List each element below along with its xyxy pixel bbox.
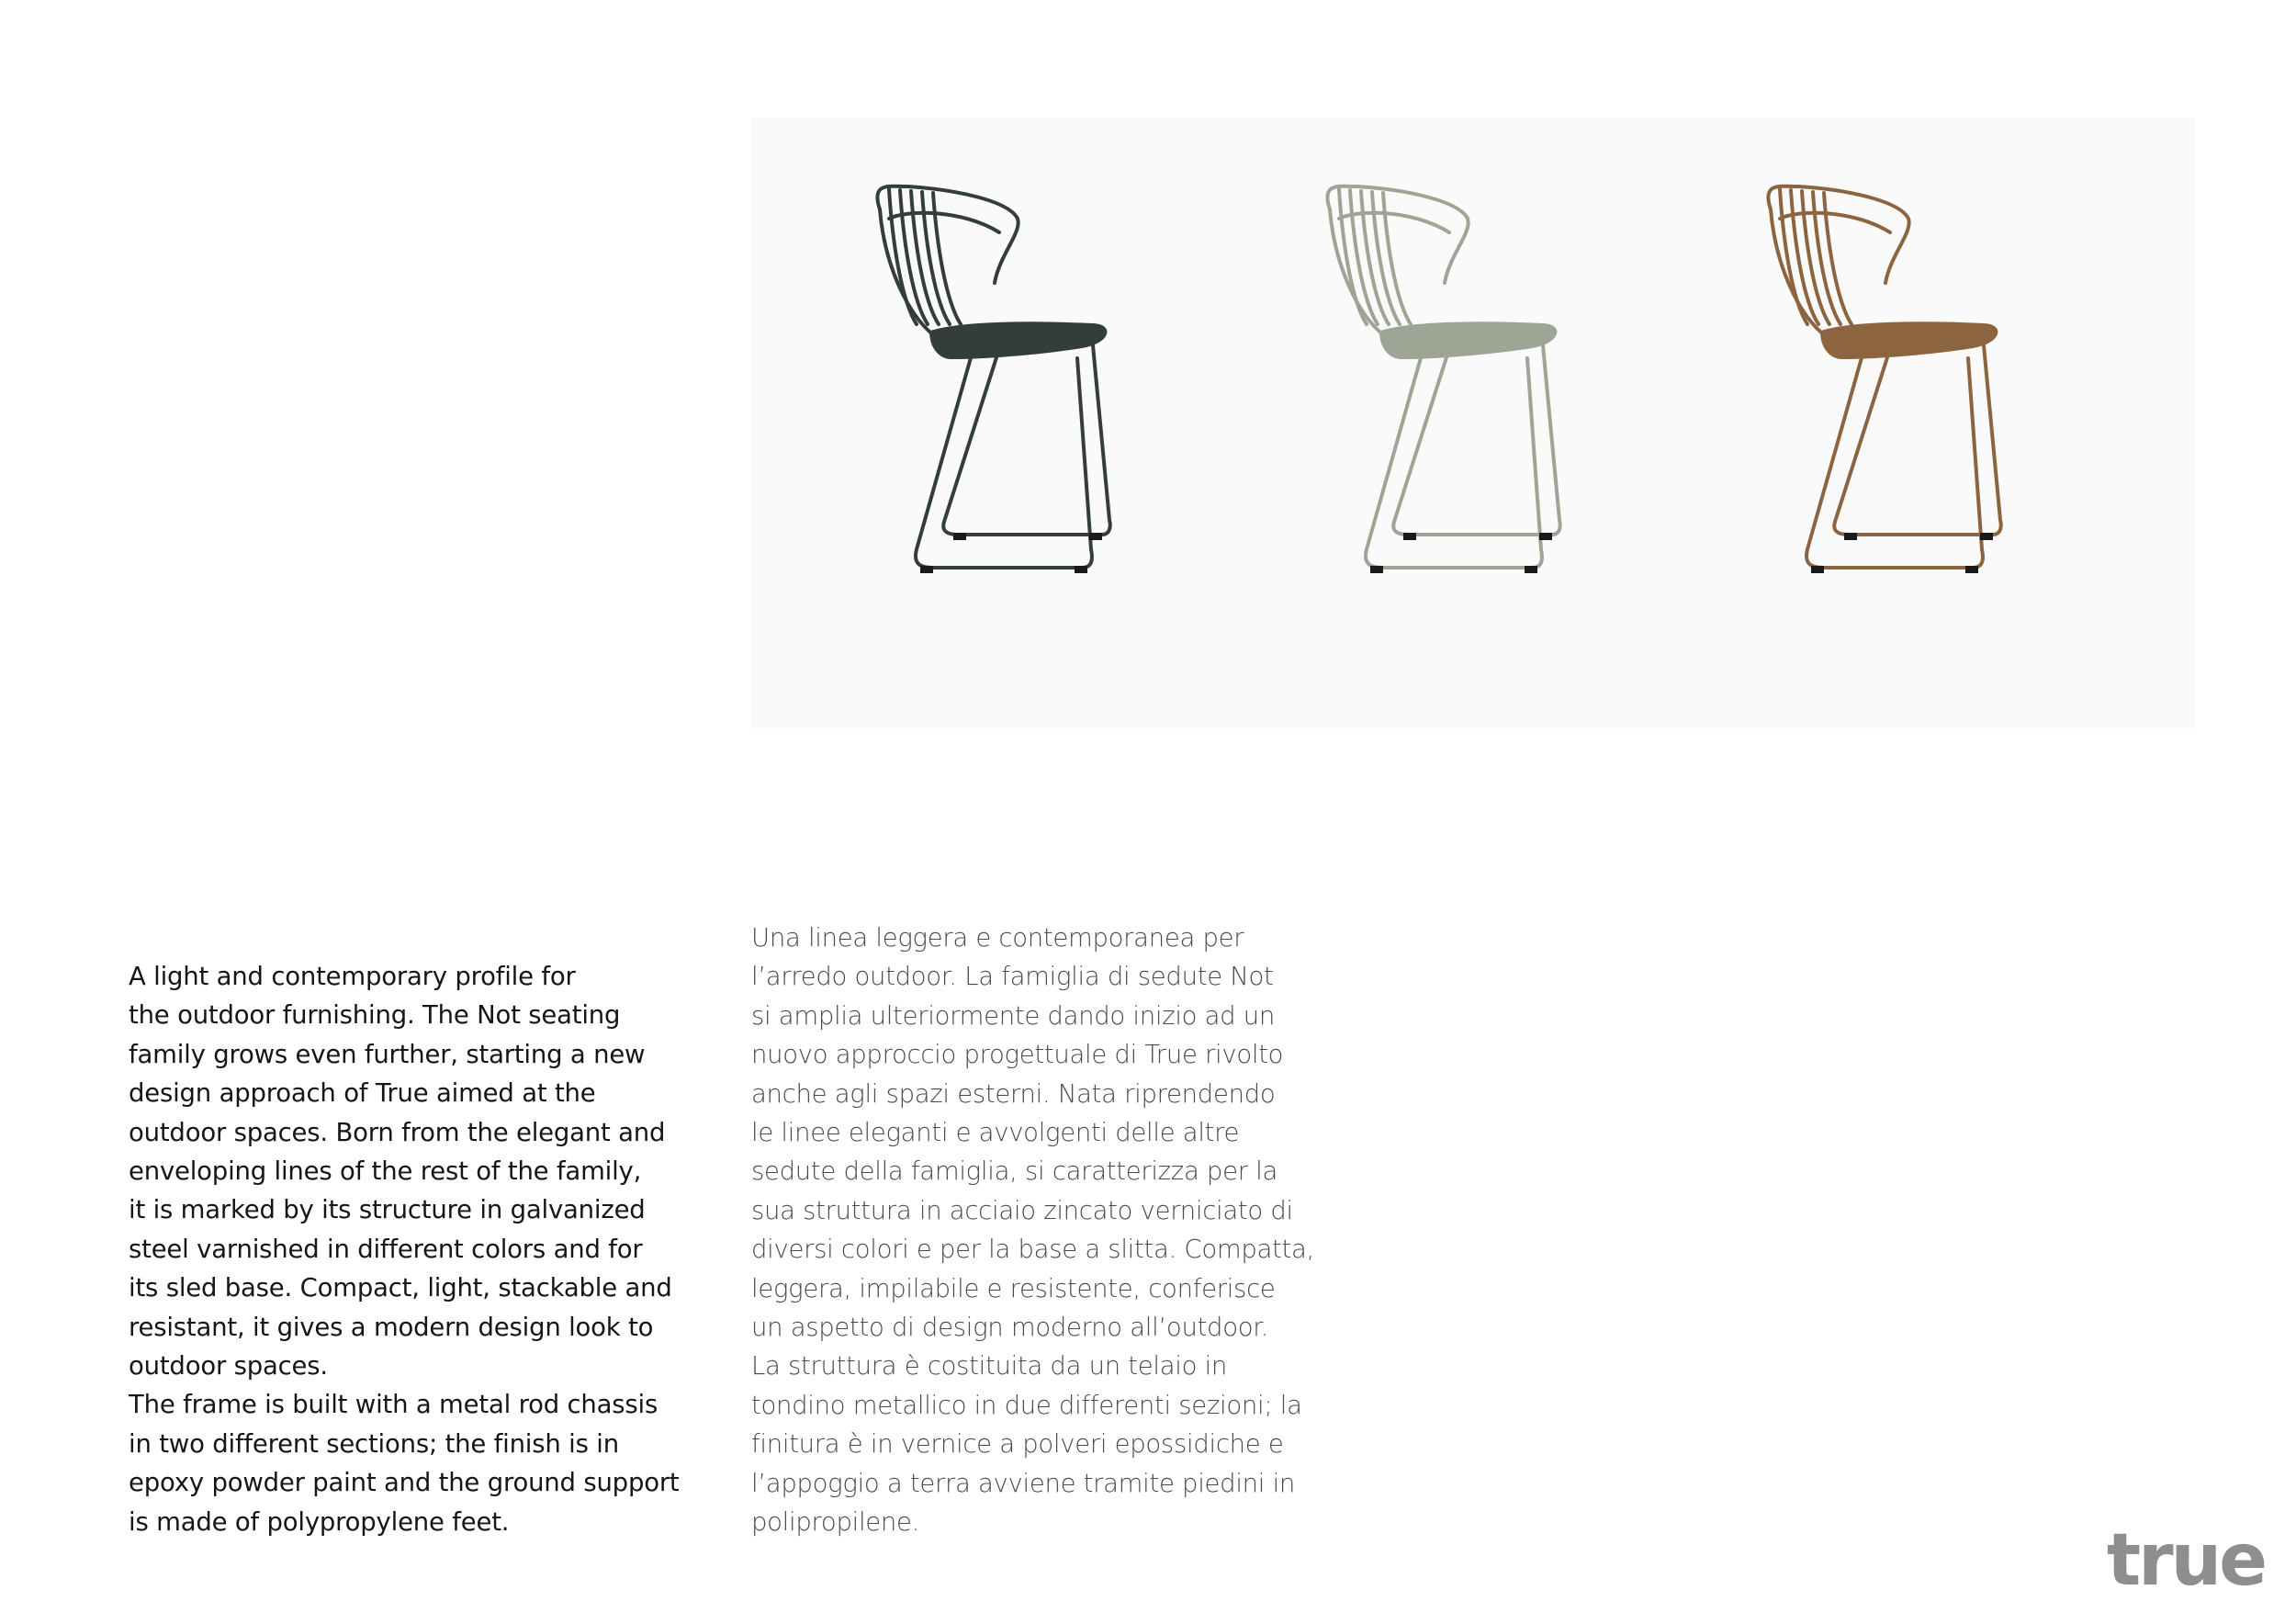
text-line: un aspetto di design moderno all’outdoor. — [751, 1313, 1269, 1343]
text-line: enveloping lines of the rest of the family, — [129, 1156, 642, 1187]
brand-logo: true — [2106, 1519, 2265, 1602]
text-line: tondino metallico in due differenti sezioni; la — [751, 1390, 1302, 1420]
chairs-illustration — [751, 118, 2195, 728]
text-line: Una linea leggera e contemporanea per — [751, 923, 1244, 953]
text-line: the outdoor furnishing. The Not seating — [129, 1000, 621, 1031]
text-line: polipropilene. — [751, 1507, 920, 1538]
chair-dark-green — [877, 186, 1109, 573]
english-description — [129, 957, 716, 1541]
chair-bronze — [1768, 186, 2000, 573]
text-line: anche agli spazi esterni. Nata riprendendo — [751, 1078, 1276, 1109]
text-line: its sled base. Compact, light, stackable and — [129, 1273, 672, 1303]
text-line: it is marked by its structure in galvanized — [129, 1195, 646, 1225]
text-line: sua struttura in acciaio zincato verniciato di — [751, 1195, 1293, 1225]
text-line: outdoor spaces. Born from the elegant and — [129, 1117, 666, 1147]
text-line: epoxy powder paint and the ground support — [129, 1468, 680, 1498]
text-line: resistant, it gives a modern design look to — [129, 1312, 654, 1342]
text-line: l’arredo outdoor. La famiglia di sedute Not — [751, 962, 1274, 992]
chair-sage-grey — [1327, 186, 1559, 573]
text-line: steel varnished in different colors and for — [129, 1234, 643, 1264]
text-line: nuovo approccio progettuale di True rivolto — [751, 1040, 1284, 1070]
text-line: design approach of True aimed at the — [129, 1078, 596, 1109]
text-line: le linee eleganti e avvolgenti delle altre — [751, 1118, 1240, 1148]
text-line: The frame is built with a metal rod chassis — [129, 1390, 658, 1420]
text-line: diversi colori e per la base a slitta. Compatta, — [751, 1235, 1314, 1265]
text-line: A light and contemporary profile for — [129, 962, 576, 991]
text-line: sedute della famiglia, si caratterizza per la — [751, 1156, 1278, 1187]
text-line: outdoor spaces. — [129, 1351, 328, 1382]
italian-description — [751, 919, 1339, 1542]
text-line: is made of polypropylene feet. — [129, 1506, 510, 1537]
text-line: si amplia ulteriormente dando inizio ad un — [751, 1000, 1276, 1031]
text-line: family grows even further, starting a new — [129, 1039, 646, 1069]
text-line: finitura è in vernice a polveri epossidiche e — [751, 1429, 1284, 1460]
text-line: leggera, impilabile e resistente, conferisce — [751, 1273, 1276, 1303]
text-line: l’appoggio a terra avviene tramite piedini in — [751, 1468, 1296, 1498]
product-photo — [751, 118, 2195, 728]
text-line: in two different sections; the finish is in — [129, 1428, 619, 1459]
text-line: La struttura è costituita da un telaio in — [751, 1351, 1228, 1382]
